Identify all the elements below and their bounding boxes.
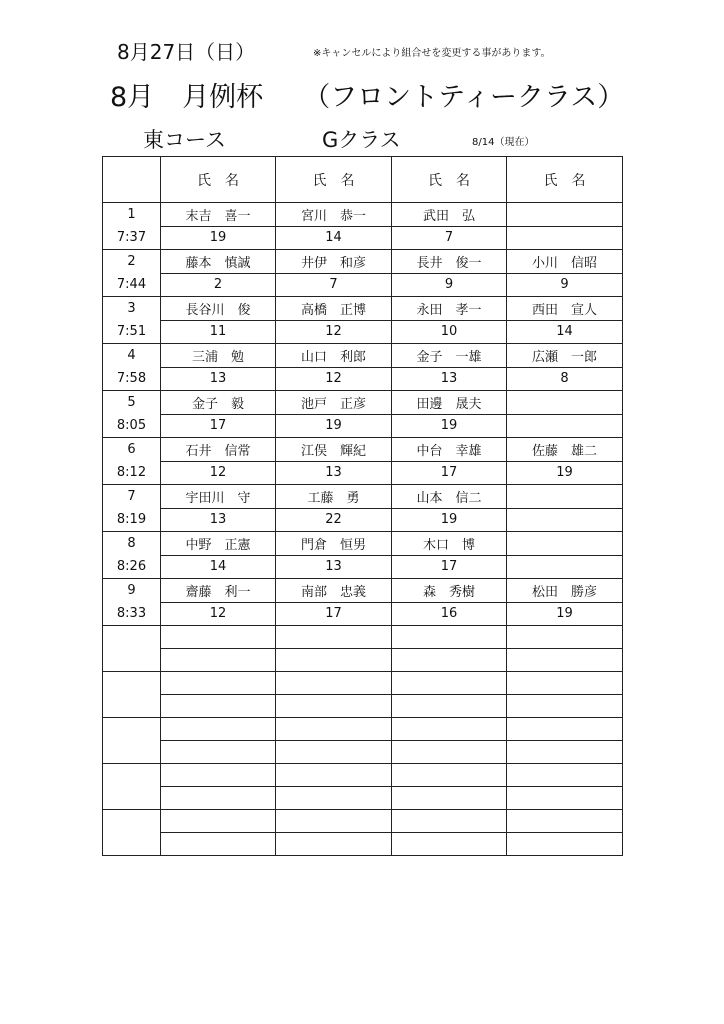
group-cell bbox=[103, 718, 161, 764]
player-handicap: 12 bbox=[161, 602, 276, 626]
player-handicap: 17 bbox=[392, 555, 507, 579]
player-name bbox=[507, 532, 623, 556]
player-name: 宇田川 守 bbox=[161, 485, 276, 509]
cancellation-note: ※キャンセルにより組合せを変更する事があります。 bbox=[313, 48, 551, 59]
group-name-row bbox=[103, 718, 623, 741]
player-name bbox=[276, 810, 392, 833]
group-number: 1 bbox=[127, 207, 136, 222]
group-name-row bbox=[103, 438, 623, 462]
player-handicap: 12 bbox=[161, 461, 276, 485]
player-handicap bbox=[507, 555, 623, 579]
player-name: 江俣 輝紀 bbox=[276, 438, 392, 462]
player-name bbox=[392, 718, 507, 741]
player-handicap: 13 bbox=[161, 367, 276, 391]
player-name bbox=[507, 391, 623, 415]
tee-time: 7:58 bbox=[116, 371, 147, 386]
tee-time: 8:26 bbox=[116, 559, 147, 574]
player-handicap: 13 bbox=[276, 555, 392, 579]
player-name bbox=[507, 810, 623, 833]
player-handicap bbox=[392, 741, 507, 764]
group-hc-row bbox=[103, 367, 623, 391]
player-name: 中台 幸雄 bbox=[392, 438, 507, 462]
event-date: 8月27日（日） bbox=[117, 40, 256, 64]
player-handicap: 9 bbox=[507, 273, 623, 297]
player-handicap: 14 bbox=[507, 320, 623, 344]
tee-time: 8:05 bbox=[116, 418, 147, 433]
group-name-row bbox=[103, 485, 623, 509]
player-name bbox=[276, 626, 392, 649]
player-name bbox=[392, 764, 507, 787]
player-name: 山口 利郎 bbox=[276, 344, 392, 368]
class-name: Gクラス bbox=[322, 128, 401, 152]
group-hc-row bbox=[103, 273, 623, 297]
corner-cell bbox=[103, 157, 161, 203]
group-hc-row bbox=[103, 741, 623, 764]
player-name: 佐藤 雄二 bbox=[507, 438, 623, 462]
group-number: 7 bbox=[127, 489, 136, 504]
group-cell bbox=[103, 250, 161, 297]
player-handicap: 2 bbox=[161, 273, 276, 297]
player-handicap: 9 bbox=[392, 273, 507, 297]
player-name: 田邊 晟夫 bbox=[392, 391, 507, 415]
group-name-row bbox=[103, 672, 623, 695]
player-handicap bbox=[507, 833, 623, 856]
player-handicap bbox=[507, 414, 623, 438]
group-hc-row bbox=[103, 320, 623, 344]
player-name: 石井 信常 bbox=[161, 438, 276, 462]
player-handicap: 19 bbox=[507, 602, 623, 626]
as-of-date: 8/14（現在） bbox=[472, 137, 535, 148]
player-name: 高橋 正博 bbox=[276, 297, 392, 321]
player-handicap bbox=[276, 741, 392, 764]
player-name bbox=[276, 672, 392, 695]
player-name: 西田 宣人 bbox=[507, 297, 623, 321]
player-handicap bbox=[392, 695, 507, 718]
player-handicap bbox=[507, 741, 623, 764]
column-header: 氏 名 bbox=[392, 157, 507, 203]
player-name bbox=[161, 626, 276, 649]
group-name-row bbox=[103, 297, 623, 321]
player-handicap: 12 bbox=[276, 320, 392, 344]
player-name: 松田 勝彦 bbox=[507, 579, 623, 603]
group-number: 2 bbox=[127, 254, 136, 269]
player-name bbox=[161, 672, 276, 695]
title-class: （フロントティークラス） bbox=[303, 82, 625, 113]
group-cell bbox=[103, 391, 161, 438]
group-hc-row bbox=[103, 508, 623, 532]
player-handicap: 13 bbox=[161, 508, 276, 532]
group-number: 6 bbox=[127, 442, 136, 457]
player-name: 中野 正憲 bbox=[161, 532, 276, 556]
player-handicap bbox=[276, 649, 392, 672]
player-name: 広瀬 一郎 bbox=[507, 344, 623, 368]
player-handicap: 19 bbox=[507, 461, 623, 485]
group-name-row bbox=[103, 344, 623, 368]
player-handicap bbox=[161, 741, 276, 764]
tee-time: 8:33 bbox=[116, 606, 147, 621]
player-handicap bbox=[507, 508, 623, 532]
player-name bbox=[392, 626, 507, 649]
player-name: 木口 博 bbox=[392, 532, 507, 556]
group-cell bbox=[103, 810, 161, 856]
tee-time: 7:51 bbox=[116, 324, 147, 339]
player-name bbox=[392, 810, 507, 833]
group-name-row bbox=[103, 810, 623, 833]
player-name: 金子 一雄 bbox=[392, 344, 507, 368]
player-handicap: 13 bbox=[276, 461, 392, 485]
player-handicap bbox=[507, 695, 623, 718]
tee-time: 8:19 bbox=[116, 512, 147, 527]
group-name-row bbox=[103, 764, 623, 787]
player-name bbox=[276, 764, 392, 787]
table-header-row bbox=[103, 157, 623, 203]
group-name-row bbox=[103, 626, 623, 649]
group-number: 4 bbox=[127, 348, 136, 363]
group-hc-row bbox=[103, 695, 623, 718]
player-name: 門倉 恒男 bbox=[276, 532, 392, 556]
group-hc-row bbox=[103, 226, 623, 250]
player-name: 金子 毅 bbox=[161, 391, 276, 415]
group-cell bbox=[103, 764, 161, 810]
group-hc-row bbox=[103, 833, 623, 856]
player-handicap bbox=[161, 695, 276, 718]
player-name bbox=[161, 810, 276, 833]
group-name-row bbox=[103, 250, 623, 274]
player-handicap: 13 bbox=[392, 367, 507, 391]
column-header: 氏 名 bbox=[161, 157, 276, 203]
group-cell bbox=[103, 485, 161, 532]
group-name-row bbox=[103, 532, 623, 556]
group-hc-row bbox=[103, 602, 623, 626]
tee-time: 7:37 bbox=[116, 230, 147, 245]
player-name: 南部 忠義 bbox=[276, 579, 392, 603]
player-handicap bbox=[161, 649, 276, 672]
group-cell bbox=[103, 579, 161, 626]
group-name-row bbox=[103, 579, 623, 603]
group-cell bbox=[103, 626, 161, 672]
table-body bbox=[103, 203, 623, 856]
pairing-table bbox=[102, 156, 623, 856]
player-name: 武田 弘 bbox=[392, 203, 507, 227]
player-handicap: 19 bbox=[392, 414, 507, 438]
player-name bbox=[507, 764, 623, 787]
player-handicap: 16 bbox=[392, 602, 507, 626]
player-handicap bbox=[392, 649, 507, 672]
player-handicap bbox=[161, 833, 276, 856]
group-number: 8 bbox=[127, 536, 136, 551]
player-handicap: 8 bbox=[507, 367, 623, 391]
group-hc-row bbox=[103, 555, 623, 579]
player-handicap: 10 bbox=[392, 320, 507, 344]
group-hc-row bbox=[103, 649, 623, 672]
group-number: 3 bbox=[127, 301, 136, 316]
group-cell bbox=[103, 297, 161, 344]
column-header: 氏 名 bbox=[507, 157, 623, 203]
player-handicap: 19 bbox=[276, 414, 392, 438]
title-month: 8月 bbox=[110, 82, 155, 113]
title-name: 月例杯 bbox=[182, 82, 264, 113]
group-cell bbox=[103, 438, 161, 485]
player-name bbox=[161, 718, 276, 741]
group-cell bbox=[103, 344, 161, 391]
player-handicap: 7 bbox=[276, 273, 392, 297]
player-handicap: 22 bbox=[276, 508, 392, 532]
player-name bbox=[392, 672, 507, 695]
player-name bbox=[507, 485, 623, 509]
player-handicap bbox=[161, 787, 276, 810]
player-handicap bbox=[392, 833, 507, 856]
player-name: 森 秀樹 bbox=[392, 579, 507, 603]
player-name bbox=[161, 764, 276, 787]
player-name: 長谷川 俊 bbox=[161, 297, 276, 321]
player-handicap bbox=[507, 226, 623, 250]
tee-time: 7:44 bbox=[116, 277, 147, 292]
player-handicap bbox=[507, 649, 623, 672]
group-hc-row bbox=[103, 414, 623, 438]
player-name: 工藤 勇 bbox=[276, 485, 392, 509]
player-handicap: 7 bbox=[392, 226, 507, 250]
player-handicap: 19 bbox=[392, 508, 507, 532]
player-handicap bbox=[276, 833, 392, 856]
group-number: 9 bbox=[127, 583, 136, 598]
group-number: 5 bbox=[127, 395, 136, 410]
player-name: 宮川 恭一 bbox=[276, 203, 392, 227]
player-name: 長井 俊一 bbox=[392, 250, 507, 274]
player-name bbox=[276, 718, 392, 741]
player-name bbox=[507, 626, 623, 649]
group-hc-row bbox=[103, 461, 623, 485]
group-cell bbox=[103, 532, 161, 579]
player-name: 藤本 慎誠 bbox=[161, 250, 276, 274]
player-name: 齋藤 利一 bbox=[161, 579, 276, 603]
player-handicap: 12 bbox=[276, 367, 392, 391]
player-handicap: 17 bbox=[161, 414, 276, 438]
group-hc-row bbox=[103, 787, 623, 810]
player-handicap: 17 bbox=[276, 602, 392, 626]
player-name bbox=[507, 672, 623, 695]
player-handicap: 14 bbox=[161, 555, 276, 579]
player-name: 井伊 和彦 bbox=[276, 250, 392, 274]
course-name: 東コース bbox=[143, 128, 226, 152]
player-name: 小川 信昭 bbox=[507, 250, 623, 274]
player-name: 三浦 勉 bbox=[161, 344, 276, 368]
player-handicap: 14 bbox=[276, 226, 392, 250]
group-cell bbox=[103, 672, 161, 718]
column-header: 氏 名 bbox=[276, 157, 392, 203]
player-handicap bbox=[507, 787, 623, 810]
player-handicap bbox=[392, 787, 507, 810]
group-name-row bbox=[103, 391, 623, 415]
player-name: 山本 信二 bbox=[392, 485, 507, 509]
player-name: 末吉 喜一 bbox=[161, 203, 276, 227]
player-name: 永田 孝一 bbox=[392, 297, 507, 321]
group-name-row bbox=[103, 203, 623, 227]
player-handicap bbox=[276, 695, 392, 718]
group-cell bbox=[103, 203, 161, 250]
player-handicap: 11 bbox=[161, 320, 276, 344]
tee-time: 8:12 bbox=[116, 465, 147, 480]
player-name bbox=[507, 718, 623, 741]
player-handicap: 19 bbox=[161, 226, 276, 250]
player-handicap bbox=[276, 787, 392, 810]
player-name: 池戸 正彦 bbox=[276, 391, 392, 415]
player-name bbox=[507, 203, 623, 227]
page-title bbox=[110, 75, 624, 114]
player-handicap: 17 bbox=[392, 461, 507, 485]
